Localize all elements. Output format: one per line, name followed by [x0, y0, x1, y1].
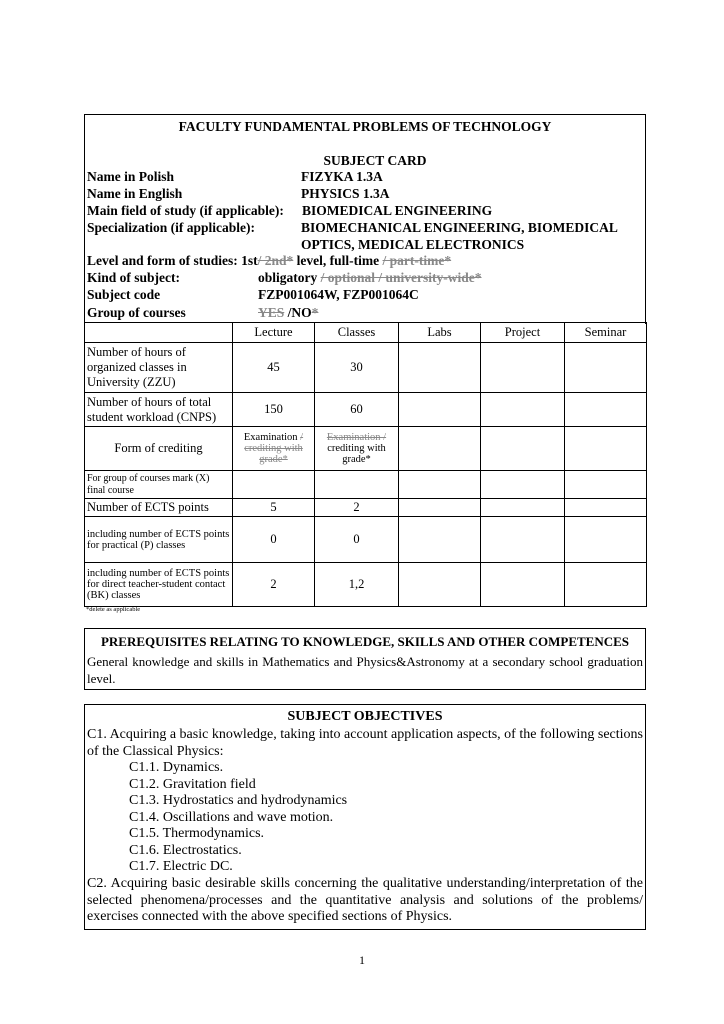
page-number: 1: [359, 953, 365, 967]
prerequisites-text: General knowledge and skills in Mathematics and Physics&Astronomy at a secondary school graduation level.: [87, 654, 643, 686]
table-row: [85, 471, 647, 499]
crediting-lecture-struck: crediting with grade*: [244, 443, 303, 465]
cell: [399, 471, 481, 499]
col-lecture: Lecture: [233, 323, 315, 343]
cell: 0: [315, 517, 399, 563]
row-label: including number of ECTS points for practical (P) classes: [85, 517, 233, 563]
objectives-heading: SUBJECT OBJECTIVES: [287, 709, 443, 724]
row-label: Form of crediting: [85, 427, 233, 471]
specialization-value-2: OPTICS, MEDICAL ELECTRONICS: [301, 237, 525, 252]
cell: [399, 563, 481, 607]
cell: 2: [233, 563, 315, 607]
prerequisites-box: [84, 628, 646, 690]
code-value: FZP001064W, FZP001064C: [258, 287, 419, 302]
objectives-box: [84, 704, 646, 930]
objective-item: C1.6. Electrostatics.: [129, 843, 242, 858]
faculty-title: FACULTY FUNDAMENTAL PROBLEMS OF TECHNOLOGY: [178, 119, 552, 134]
cell: 45: [233, 343, 315, 393]
group-star: *: [311, 305, 319, 320]
cell: [399, 393, 481, 427]
objective-item: C1.2. Gravitation field: [129, 777, 256, 792]
cell: [399, 343, 481, 393]
cell: [565, 499, 647, 517]
crediting-classes: [315, 427, 399, 471]
name-polish-value: FIZYKA 1.3A: [301, 169, 383, 184]
level-fulltime: level, full-time: [296, 253, 380, 268]
cell: 2: [315, 499, 399, 517]
prerequisites-heading: PREREQUISITES RELATING TO KNOWLEDGE, SKILLS AND OTHER COMPETENCES: [100, 634, 630, 649]
level-2nd-struck: / 2nd*: [257, 253, 294, 268]
objective-item: C1.4. Oscillations and wave motion.: [129, 810, 334, 825]
cell: [399, 499, 481, 517]
table-corner: [85, 323, 233, 343]
cell: [565, 393, 647, 427]
subject-card-header: [84, 114, 646, 324]
table-header-row: [85, 323, 647, 343]
cell: [481, 393, 565, 427]
col-seminar: Seminar: [565, 323, 647, 343]
objective-c2: C2. Acquiring basic desirable skills concerning the qualitative understanding/interpretation of the selected phenomena/processes and the quantitative analysis and solutions of the problems/ exercises connected with the above specified sections of Physics.: [87, 876, 643, 924]
cell: 0: [233, 517, 315, 563]
cell: [399, 517, 481, 563]
cell: [481, 517, 565, 563]
cell: [315, 471, 399, 499]
cell: 60: [315, 393, 399, 427]
row-label: Number of ECTS points: [85, 499, 233, 517]
code-label: Subject code: [87, 287, 161, 302]
group-no: /NO: [287, 305, 312, 320]
group-label: Group of courses: [87, 305, 186, 320]
objective-item: C1.5. Thermodynamics.: [129, 826, 265, 841]
table-row: [85, 427, 647, 471]
table-row: [85, 517, 647, 563]
cell: [481, 563, 565, 607]
col-project: Project: [481, 323, 565, 343]
kind-row: [258, 270, 482, 286]
group-yes-struck: YES: [258, 305, 285, 320]
crediting-classes-keep: crediting with grade*: [327, 443, 386, 465]
table-row: [85, 563, 647, 607]
level-parttime-struck: / part-time*: [382, 253, 452, 268]
row-label: Number of hours of total student workload (CNPS): [85, 393, 233, 427]
cell: [565, 563, 647, 607]
cell: 1,2: [315, 563, 399, 607]
level-row: [87, 253, 451, 269]
name-polish-label: Name in Polish: [87, 169, 175, 184]
table-row: [85, 499, 647, 517]
crediting-lecture-keep: Examination: [243, 432, 298, 443]
cell: [233, 471, 315, 499]
main-field-value: BIOMEDICAL ENGINEERING: [302, 203, 493, 218]
cell: [565, 471, 647, 499]
cell: [481, 343, 565, 393]
objective-c1: C1. Acquiring a basic knowledge, taking into account application aspects, of the following sections of the Classical Physics:: [87, 727, 643, 759]
row-label: including number of ECTS points for direct teacher-student contact (BK) classes: [85, 563, 233, 607]
main-field-label: Main field of study (if applicable):: [87, 203, 284, 218]
col-classes: Classes: [315, 323, 399, 343]
specialization-label: Specialization (if applicable):: [87, 220, 255, 235]
cell: [481, 427, 565, 471]
level-1st: 1st: [241, 253, 258, 268]
crediting-lecture-sep: /: [300, 432, 304, 443]
name-english-label: Name in English: [87, 186, 183, 201]
cell: [565, 427, 647, 471]
objective-item: C1.7. Electric DC.: [129, 859, 233, 874]
cell: 150: [233, 393, 315, 427]
courses-table: [84, 322, 647, 607]
table-row: [85, 393, 647, 427]
crediting-lecture: [233, 427, 315, 471]
table-row: [85, 343, 647, 393]
level-label: Level and form of studies:: [87, 253, 238, 268]
specialization-value-1: BIOMECHANICAL ENGINEERING, BIOMEDICAL: [301, 220, 618, 235]
crediting-classes-struck: Examination /: [326, 432, 387, 443]
card-title: SUBJECT CARD: [323, 153, 427, 168]
objective-item: C1.1. Dynamics.: [129, 760, 224, 775]
group-row: [258, 305, 318, 321]
kind-value: obligatory: [258, 270, 318, 285]
col-labs: Labs: [399, 323, 481, 343]
cell: [399, 427, 481, 471]
cell: [565, 517, 647, 563]
cell: 30: [315, 343, 399, 393]
cell: [481, 499, 565, 517]
cell: 5: [233, 499, 315, 517]
kind-struck: / optional / university-wide*: [320, 270, 482, 285]
cell: [565, 343, 647, 393]
delete-note: *delete as applicable: [86, 606, 141, 613]
cell: [481, 471, 565, 499]
row-label: For group of courses mark (X) final course: [85, 471, 233, 499]
row-label: Number of hours of organized classes in University (ZZU): [85, 343, 233, 393]
kind-label: Kind of subject:: [87, 270, 181, 285]
name-english-value: PHYSICS 1.3A: [301, 186, 390, 201]
objective-item: C1.3. Hydrostatics and hydrodynamics: [129, 793, 348, 808]
